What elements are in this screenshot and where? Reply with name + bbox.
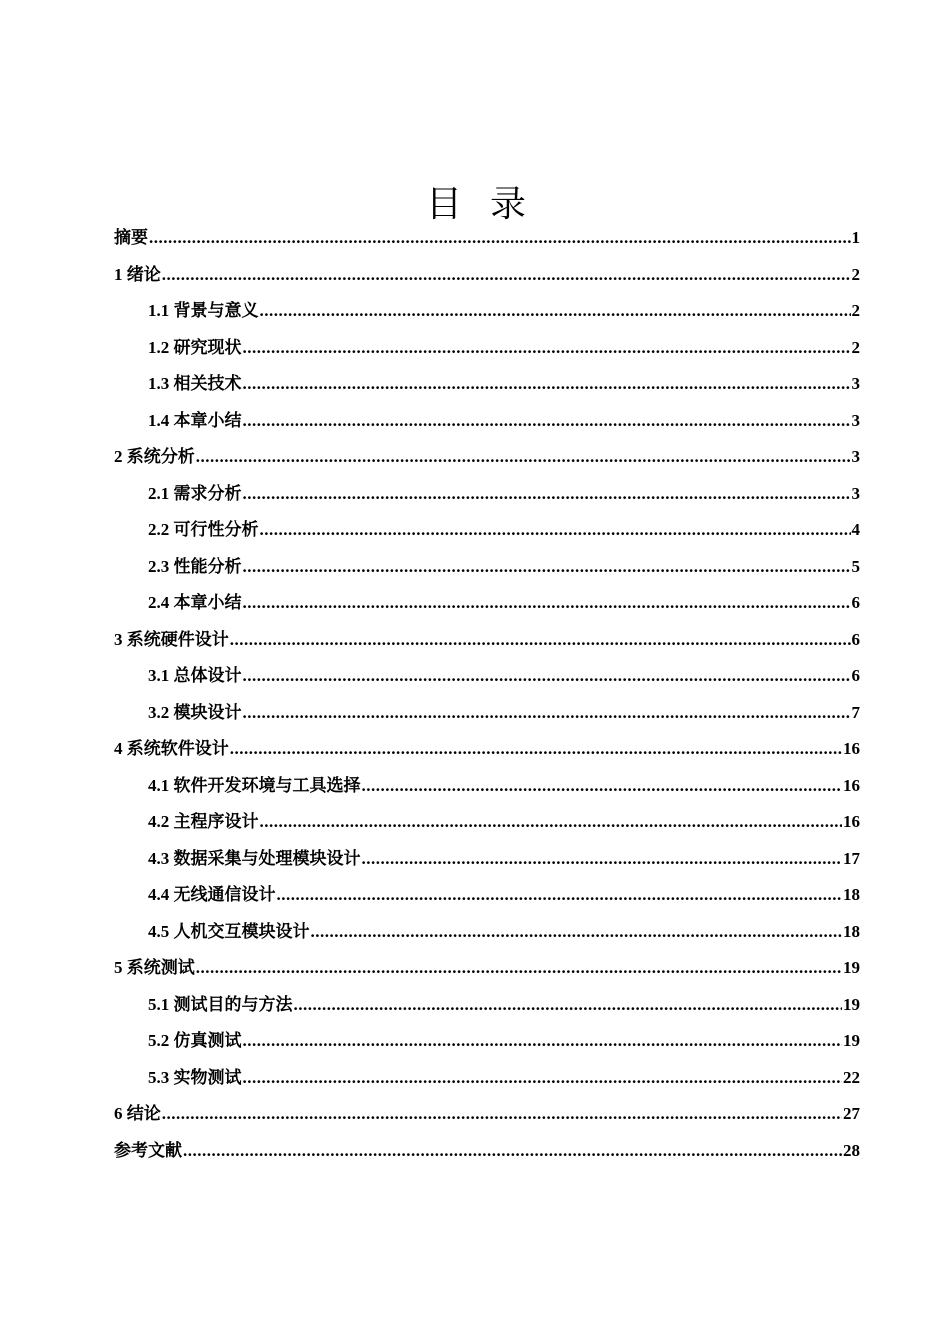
leader-dots <box>294 995 843 1015</box>
leader-dots <box>362 849 843 869</box>
leader-dots <box>196 447 851 467</box>
toc-entry-label: 2.3 性能分析 <box>148 556 242 576</box>
toc-entry-page: 2 <box>851 264 860 284</box>
leader-dots <box>183 1141 842 1161</box>
toc-entry-label: 4.4 无线通信设计 <box>148 885 276 904</box>
toc-entry-page: 27 <box>843 1104 860 1123</box>
leader-dots <box>230 739 842 759</box>
toc-entry-label: 4.3 数据采集与处理模块设计 <box>148 848 361 868</box>
toc-entry-page: 6 <box>851 629 860 649</box>
toc-entry[interactable] <box>114 406 860 443</box>
toc-entry-page: 1 <box>851 228 860 247</box>
leader-dots <box>243 411 851 431</box>
toc-entry[interactable] <box>114 807 860 844</box>
leader-dots <box>162 265 851 285</box>
toc-entry[interactable] <box>114 369 860 406</box>
toc-entry[interactable] <box>114 1063 860 1100</box>
leader-dots <box>149 228 851 248</box>
toc-entry[interactable] <box>114 917 860 954</box>
leader-dots <box>196 958 842 978</box>
toc-entry-page: 19 <box>843 958 860 977</box>
toc-entry-page: 4 <box>851 520 860 539</box>
toc-entry-page: 16 <box>843 775 860 795</box>
toc-entry-label: 4.2 主程序设计 <box>148 812 259 831</box>
leader-dots <box>243 1068 843 1088</box>
page-title: 目录 <box>425 184 554 225</box>
toc-entry-page: 18 <box>843 921 860 941</box>
toc-entry-page: 2 <box>851 301 860 320</box>
toc-entry[interactable] <box>114 260 860 297</box>
toc-entry-page: 2 <box>851 337 860 357</box>
toc-entry[interactable] <box>114 1026 860 1063</box>
leader-dots <box>260 812 843 832</box>
toc-entry-label: 6 结论 <box>114 1104 161 1123</box>
toc-entry-label: 1.3 相关技术 <box>148 374 242 393</box>
toc-entry[interactable] <box>114 442 860 479</box>
toc-entry-page: 7 <box>851 702 860 722</box>
leader-dots <box>243 666 851 686</box>
toc-entry-label: 参考文献 <box>114 1140 182 1160</box>
toc-entry-label: 2.4 本章小结 <box>148 593 242 612</box>
toc-entry-label: 4 系统软件设计 <box>114 739 229 758</box>
toc-entry[interactable] <box>114 296 860 333</box>
leader-dots <box>243 557 851 577</box>
leader-dots <box>243 484 851 504</box>
toc-entry[interactable] <box>114 880 860 917</box>
leader-dots <box>243 338 851 358</box>
toc-entry-label: 1.4 本章小结 <box>148 410 242 430</box>
toc-entry-label: 1.2 研究现状 <box>148 337 242 357</box>
toc-entry-label: 5.2 仿真测试 <box>148 1031 242 1050</box>
toc-entry[interactable] <box>114 661 860 698</box>
toc-entry-label: 2.2 可行性分析 <box>148 520 259 539</box>
toc-entry-page: 3 <box>851 447 860 466</box>
toc-entry-page: 16 <box>843 739 860 758</box>
leader-dots <box>243 1031 843 1051</box>
leader-dots <box>311 922 843 942</box>
toc-entry-label: 2.1 需求分析 <box>148 483 242 503</box>
toc-entry-page: 19 <box>843 1031 860 1050</box>
toc-entry-page: 6 <box>851 666 860 685</box>
toc-entry-page: 22 <box>843 1067 860 1087</box>
toc-entry[interactable] <box>114 771 860 808</box>
toc-entry-page: 17 <box>843 848 860 868</box>
toc-entry-page: 5 <box>851 556 860 576</box>
toc-entry[interactable] <box>114 990 860 1027</box>
table-of-contents <box>114 223 860 1172</box>
toc-entry[interactable] <box>114 1099 860 1136</box>
toc-entry-label: 3.1 总体设计 <box>148 666 242 685</box>
toc-entry[interactable] <box>114 223 860 260</box>
toc-entry-label: 1.1 背景与意义 <box>148 301 259 320</box>
toc-entry[interactable] <box>114 953 860 990</box>
toc-entry-label: 5.3 实物测试 <box>148 1067 242 1087</box>
leader-dots <box>243 374 851 394</box>
toc-entry-page: 16 <box>843 812 860 831</box>
toc-entry[interactable] <box>114 552 860 589</box>
leader-dots <box>362 776 843 796</box>
leader-dots <box>243 703 851 723</box>
toc-entry[interactable] <box>114 515 860 552</box>
leader-dots <box>243 593 851 613</box>
toc-entry[interactable] <box>114 333 860 370</box>
toc-entry[interactable] <box>114 479 860 516</box>
leader-dots <box>260 301 851 321</box>
leader-dots <box>260 520 851 540</box>
toc-entry-page: 3 <box>851 410 860 430</box>
toc-entry-label: 3.2 模块设计 <box>148 702 242 722</box>
toc-entry-page: 3 <box>851 374 860 393</box>
toc-entry[interactable] <box>114 698 860 735</box>
toc-entry-page: 6 <box>851 593 860 612</box>
toc-entry-page: 28 <box>843 1140 860 1160</box>
toc-entry-page: 18 <box>843 885 860 904</box>
toc-entry-page: 19 <box>843 994 860 1014</box>
toc-entry[interactable] <box>114 588 860 625</box>
leader-dots <box>277 885 843 905</box>
toc-entry-label: 5.1 测试目的与方法 <box>148 994 293 1014</box>
toc-entry-label: 5 系统测试 <box>114 958 195 977</box>
toc-entry-label: 4.5 人机交互模块设计 <box>148 921 310 941</box>
toc-entry[interactable] <box>114 844 860 881</box>
toc-entry[interactable] <box>114 1136 860 1173</box>
toc-entry[interactable] <box>114 734 860 771</box>
leader-dots <box>162 1104 842 1124</box>
toc-entry-label: 4.1 软件开发环境与工具选择 <box>148 775 361 795</box>
toc-entry-label: 摘要 <box>114 228 148 247</box>
toc-entry[interactable] <box>114 625 860 662</box>
leader-dots <box>230 630 851 650</box>
toc-entry-label: 1 绪论 <box>114 264 161 284</box>
toc-entry-label: 2 系统分析 <box>114 447 195 466</box>
toc-entry-label: 3 系统硬件设计 <box>114 629 229 649</box>
toc-entry-page: 3 <box>851 483 860 503</box>
